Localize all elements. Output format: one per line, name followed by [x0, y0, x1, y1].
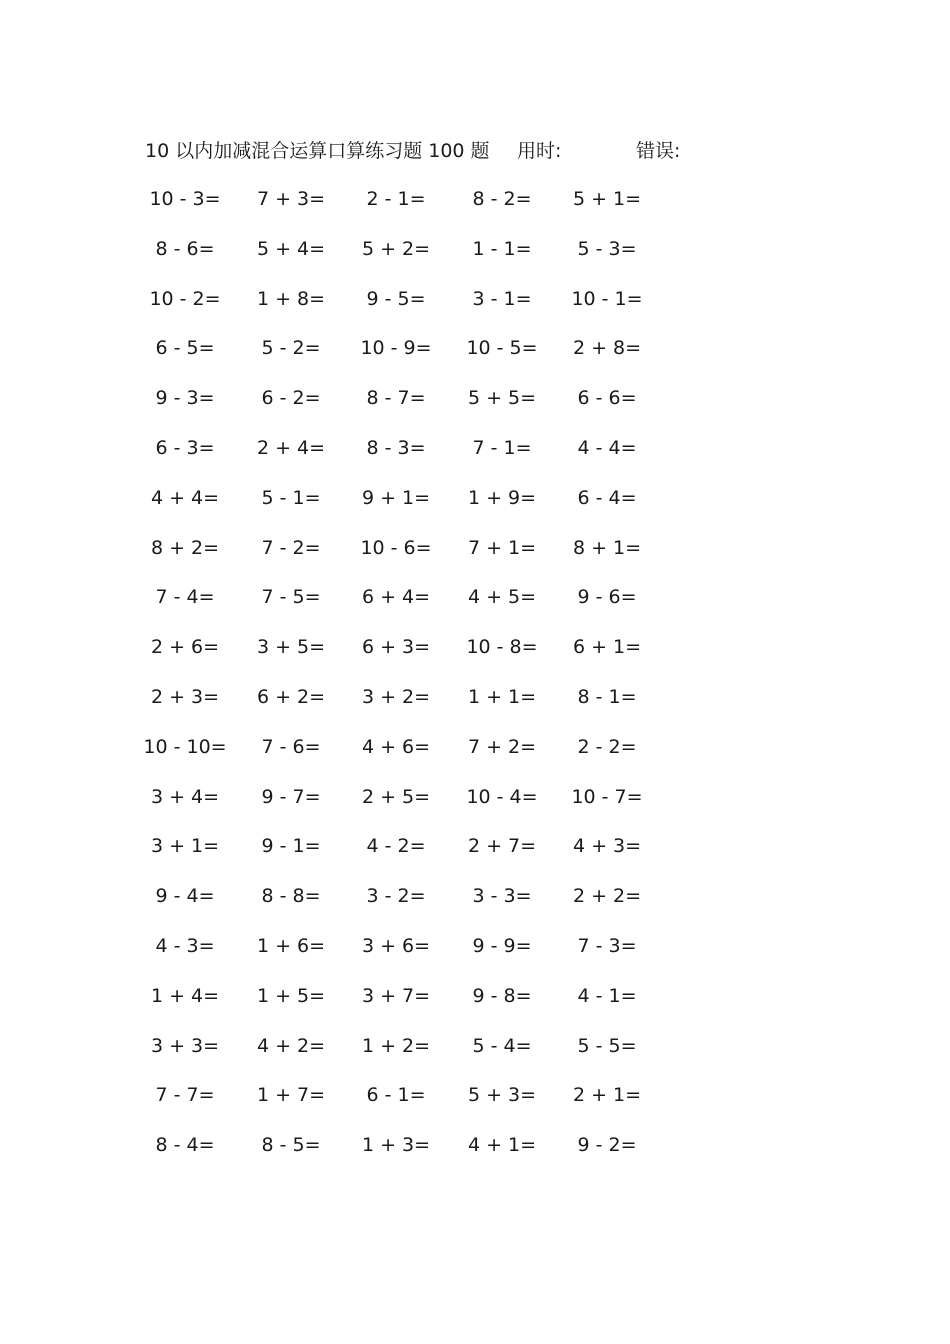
arithmetic-problem: 7 - 7= [155, 1084, 215, 1107]
arithmetic-problem: 4 + 2= [256, 1034, 326, 1057]
problem-row [132, 782, 672, 832]
arithmetic-problem: 2 + 8= [572, 337, 642, 360]
arithmetic-problem: 1 + 3= [361, 1134, 431, 1157]
arithmetic-problem: 10 - 3= [149, 188, 221, 210]
arithmetic-problem: 8 - 6= [155, 237, 215, 260]
arithmetic-problem: 8 - 3= [366, 436, 426, 459]
arithmetic-problem: 6 + 3= [361, 636, 431, 659]
arithmetic-problem: 10 - 4= [466, 785, 538, 808]
arithmetic-problem: 4 - 2= [366, 835, 426, 858]
arithmetic-problem: 3 + 3= [150, 1034, 220, 1057]
time-used-label: 用时: [517, 140, 562, 162]
problem-row [132, 582, 672, 632]
problem-row [132, 1031, 672, 1081]
arithmetic-problem: 3 + 1= [150, 835, 220, 858]
arithmetic-problem: 2 - 1= [366, 188, 426, 210]
arithmetic-problem: 9 - 6= [577, 586, 637, 609]
arithmetic-problem: 9 - 1= [261, 835, 321, 858]
arithmetic-problem: 3 + 5= [256, 636, 326, 659]
arithmetic-problem: 1 + 4= [150, 984, 220, 1007]
problem-row [132, 383, 672, 433]
arithmetic-problem: 4 + 4= [150, 486, 220, 509]
arithmetic-problem: 9 - 4= [155, 885, 215, 908]
problem-row [132, 533, 672, 583]
arithmetic-problem: 1 + 1= [467, 685, 537, 708]
arithmetic-problem: 1 + 7= [256, 1084, 326, 1107]
arithmetic-problem: 8 + 2= [150, 536, 220, 559]
arithmetic-problem: 6 - 6= [577, 387, 637, 410]
arithmetic-problem: 5 + 1= [572, 188, 642, 210]
arithmetic-problem: 1 - 1= [472, 237, 532, 260]
problem-row [132, 1130, 672, 1180]
arithmetic-problem: 4 - 1= [577, 984, 637, 1007]
arithmetic-problem: 7 - 5= [261, 586, 321, 609]
arithmetic-problem: 7 + 2= [467, 735, 537, 758]
arithmetic-problem: 6 - 2= [261, 387, 321, 410]
arithmetic-problem: 7 - 1= [472, 436, 532, 459]
arithmetic-problem: 6 + 1= [572, 636, 642, 659]
arithmetic-problem: 2 - 2= [577, 735, 637, 758]
arithmetic-problem: 2 + 2= [572, 885, 642, 908]
arithmetic-problem: 4 + 5= [467, 586, 537, 609]
arithmetic-problem: 10 - 8= [466, 636, 538, 659]
arithmetic-problem: 10 - 5= [466, 337, 538, 360]
arithmetic-problem: 8 - 2= [472, 188, 532, 210]
arithmetic-problem: 3 - 3= [472, 885, 532, 908]
arithmetic-problem: 3 + 7= [361, 984, 431, 1007]
arithmetic-problem: 2 + 6= [150, 636, 220, 659]
arithmetic-problem: 3 + 2= [361, 685, 431, 708]
problem-row [132, 284, 672, 334]
arithmetic-problem: 9 - 2= [577, 1134, 637, 1157]
problem-grid [132, 184, 672, 1180]
arithmetic-problem: 4 + 1= [467, 1134, 537, 1157]
arithmetic-problem: 5 + 5= [467, 387, 537, 410]
arithmetic-problem: 3 + 6= [361, 934, 431, 957]
arithmetic-problem: 5 - 5= [577, 1034, 637, 1057]
worksheet-title: 10 以内加减混合运算口算练习题 100 题 [145, 140, 490, 162]
arithmetic-problem: 7 - 4= [155, 586, 215, 609]
arithmetic-problem: 10 - 6= [360, 536, 432, 559]
arithmetic-problem: 2 + 5= [361, 785, 431, 808]
arithmetic-problem: 10 - 10= [143, 735, 227, 758]
arithmetic-problem: 10 - 2= [149, 287, 221, 310]
problem-row [132, 981, 672, 1031]
arithmetic-problem: 7 - 2= [261, 536, 321, 559]
arithmetic-problem: 6 + 4= [361, 586, 431, 609]
arithmetic-problem: 1 + 8= [256, 287, 326, 310]
arithmetic-problem: 6 - 1= [366, 1084, 426, 1107]
arithmetic-problem: 6 - 3= [155, 436, 215, 459]
problem-row [132, 931, 672, 981]
problem-row [132, 333, 672, 383]
arithmetic-problem: 3 + 4= [150, 785, 220, 808]
problem-row [132, 234, 672, 284]
arithmetic-problem: 8 - 5= [261, 1134, 321, 1157]
arithmetic-problem: 8 - 8= [261, 885, 321, 908]
problem-row [132, 433, 672, 483]
arithmetic-problem: 7 + 3= [256, 188, 326, 210]
arithmetic-problem: 5 + 3= [467, 1084, 537, 1107]
arithmetic-problem: 5 + 2= [361, 237, 431, 260]
error-count-label: 错误: [636, 140, 681, 162]
arithmetic-problem: 10 - 7= [571, 785, 643, 808]
arithmetic-problem: 7 - 6= [261, 735, 321, 758]
arithmetic-problem: 8 - 7= [366, 387, 426, 410]
arithmetic-problem: 10 - 1= [571, 287, 643, 310]
arithmetic-problem: 9 - 5= [366, 287, 426, 310]
problem-row [132, 483, 672, 533]
arithmetic-problem: 9 - 9= [472, 934, 532, 957]
problem-row [132, 1080, 672, 1130]
arithmetic-problem: 4 - 3= [155, 934, 215, 957]
arithmetic-problem: 1 + 2= [361, 1034, 431, 1057]
arithmetic-problem: 2 + 7= [467, 835, 537, 858]
arithmetic-problem: 1 + 6= [256, 934, 326, 957]
arithmetic-problem: 9 + 1= [361, 486, 431, 509]
problem-row [132, 732, 672, 782]
arithmetic-problem: 9 - 3= [155, 387, 215, 410]
arithmetic-problem: 8 - 1= [577, 685, 637, 708]
arithmetic-problem: 9 - 8= [472, 984, 532, 1007]
arithmetic-problem: 2 + 3= [150, 685, 220, 708]
arithmetic-problem: 5 - 4= [472, 1034, 532, 1057]
arithmetic-problem: 5 - 2= [261, 337, 321, 360]
arithmetic-problem: 4 - 4= [577, 436, 637, 459]
arithmetic-problem: 5 - 1= [261, 486, 321, 509]
arithmetic-problem: 6 - 5= [155, 337, 215, 360]
arithmetic-problem: 5 + 4= [256, 237, 326, 260]
arithmetic-problem: 6 - 4= [577, 486, 637, 509]
arithmetic-problem: 4 + 3= [572, 835, 642, 858]
arithmetic-problem: 6 + 2= [256, 685, 326, 708]
arithmetic-problem: 2 + 1= [572, 1084, 642, 1107]
arithmetic-problem: 7 - 3= [577, 934, 637, 957]
arithmetic-problem: 2 + 4= [256, 436, 326, 459]
arithmetic-problem: 8 - 4= [155, 1134, 215, 1157]
arithmetic-problem: 1 + 9= [467, 486, 537, 509]
arithmetic-problem: 3 - 1= [472, 287, 532, 310]
arithmetic-problem: 3 - 2= [366, 885, 426, 908]
problem-row [132, 881, 672, 931]
problem-row [132, 831, 672, 881]
problem-row [132, 184, 672, 234]
arithmetic-problem: 1 + 5= [256, 984, 326, 1007]
arithmetic-problem: 9 - 7= [261, 785, 321, 808]
problem-row [132, 682, 672, 732]
arithmetic-problem: 10 - 9= [360, 337, 432, 360]
problem-row [132, 632, 672, 682]
arithmetic-problem: 8 + 1= [572, 536, 642, 559]
arithmetic-problem: 7 + 1= [467, 536, 537, 559]
arithmetic-problem: 4 + 6= [361, 735, 431, 758]
arithmetic-problem: 5 - 3= [577, 237, 637, 260]
